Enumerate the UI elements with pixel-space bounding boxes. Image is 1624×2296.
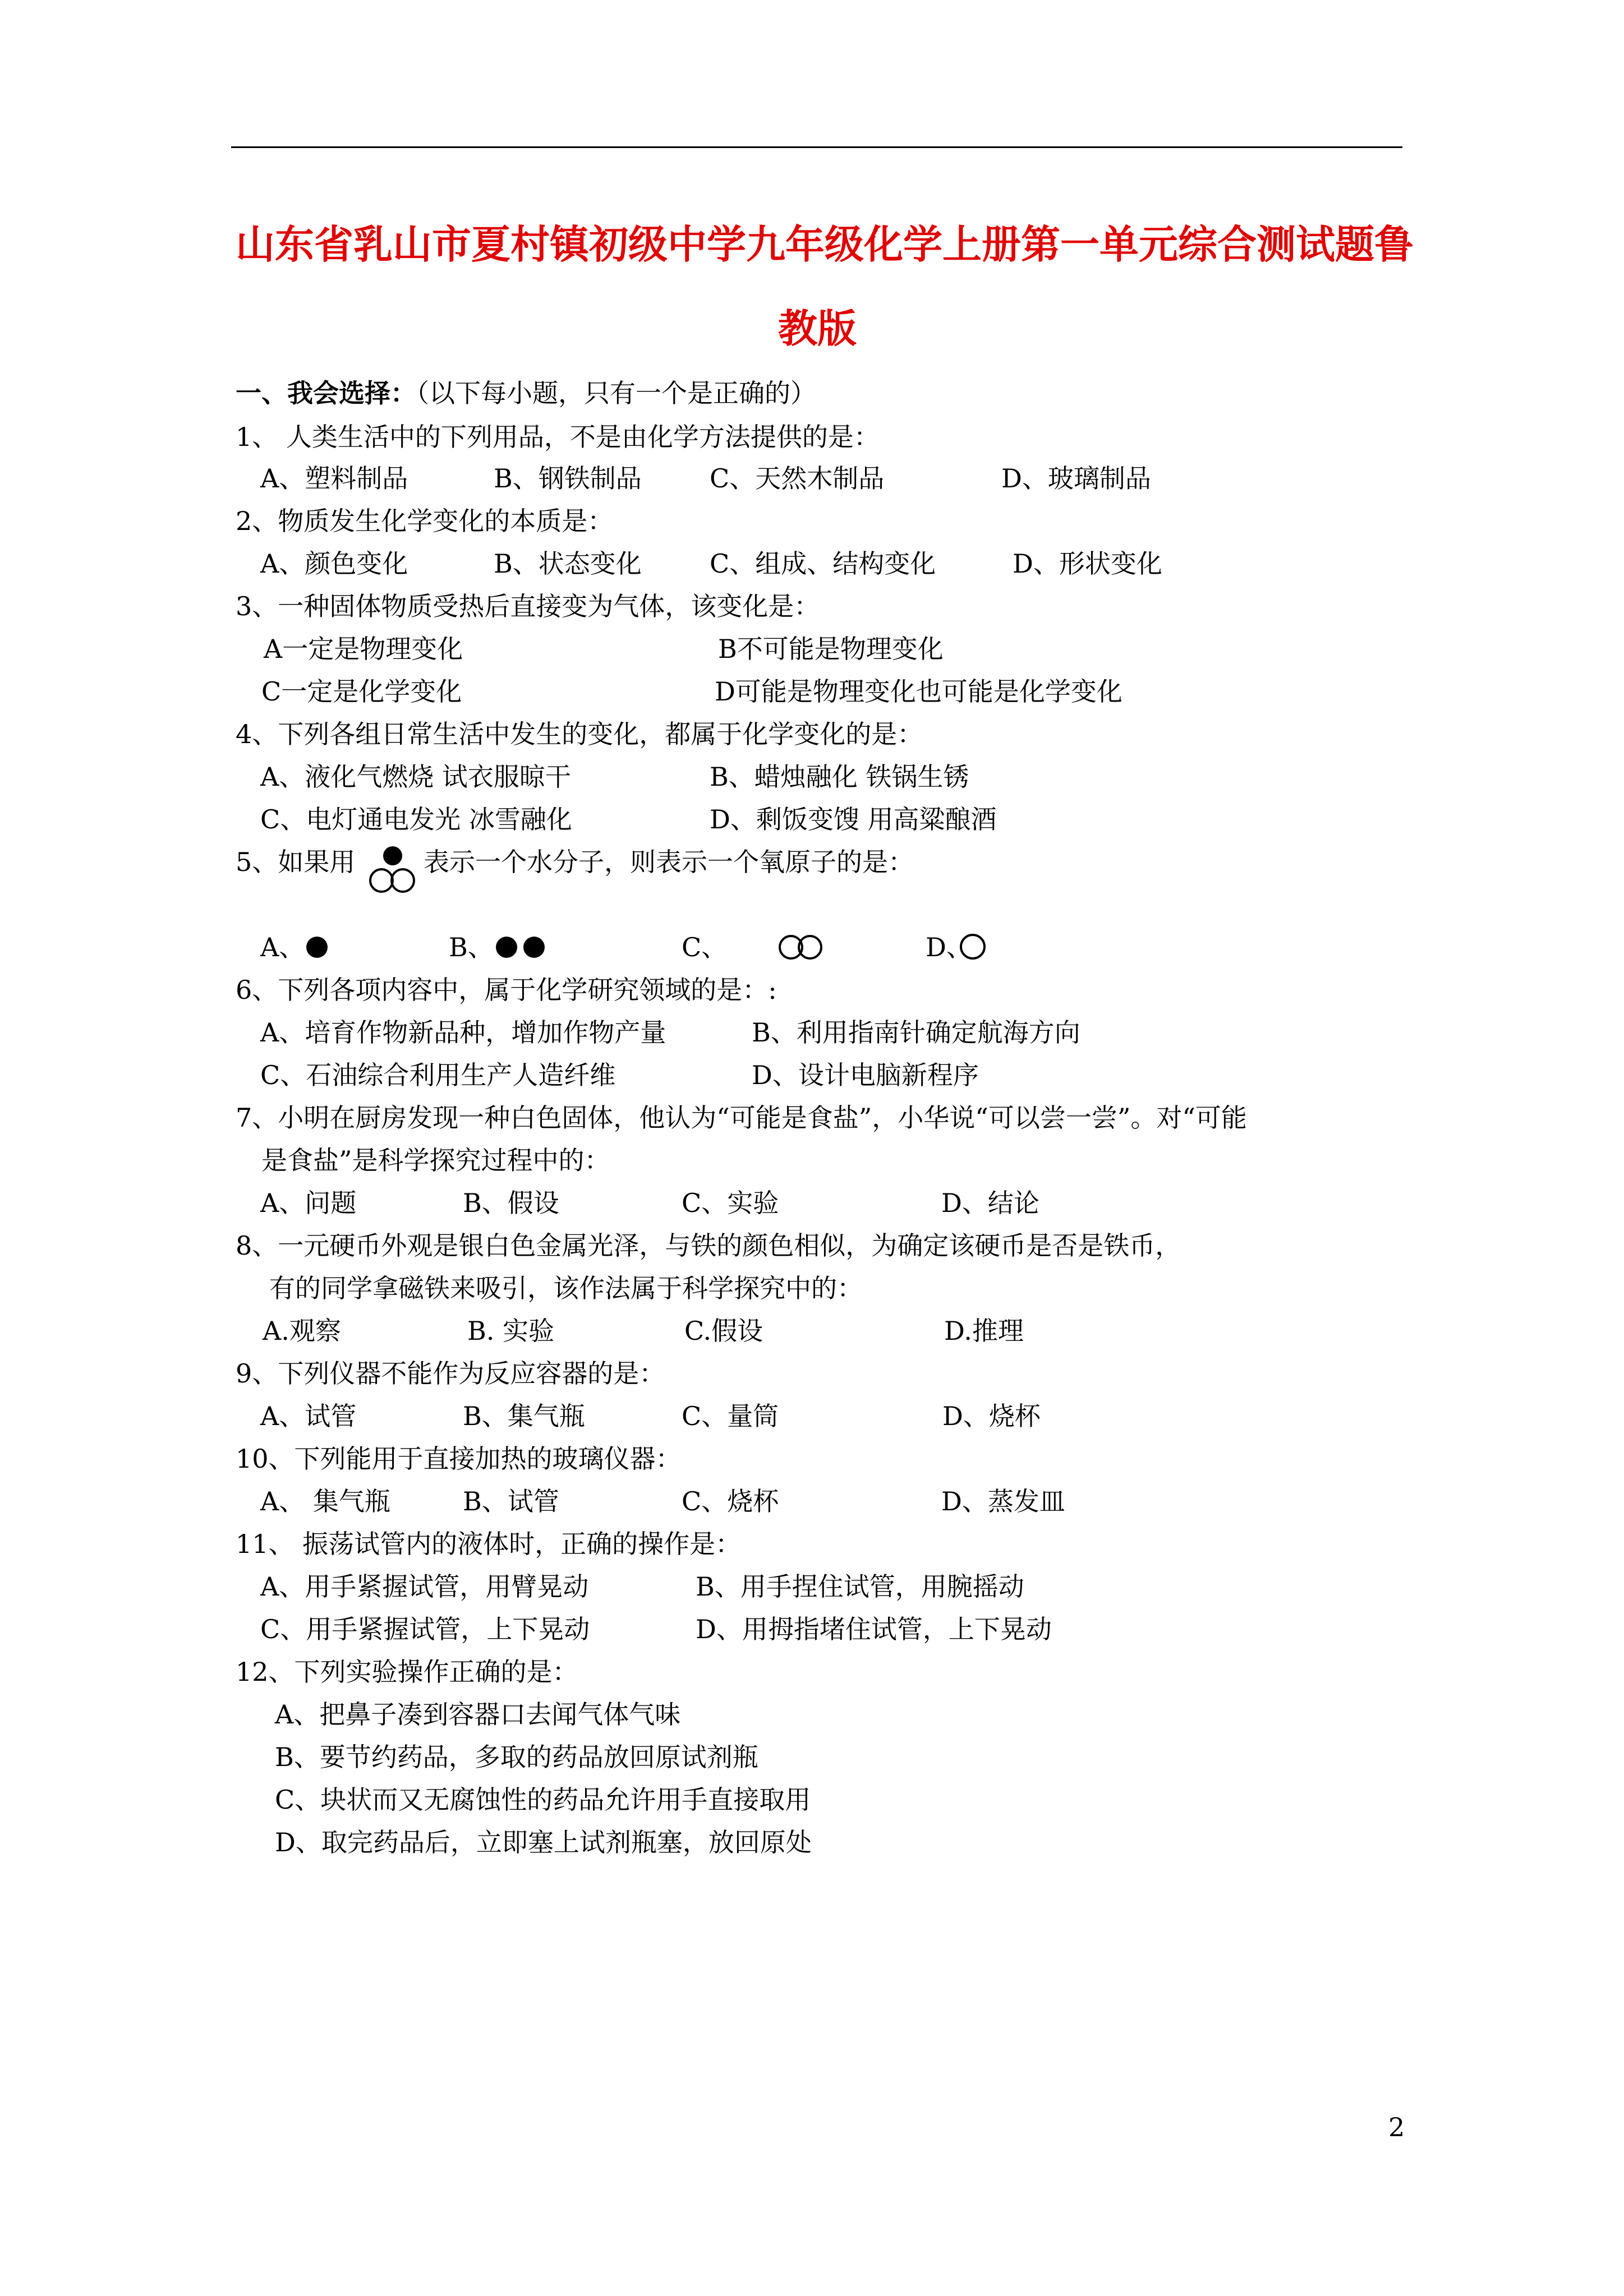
question-2-stem: 2、物质发生化学变化的本质是： (236, 506, 614, 536)
question-5-option-b: B、 (449, 932, 494, 962)
two-white-atoms-icon (773, 932, 829, 963)
question-9-option-c: C、量筒 (682, 1401, 779, 1431)
question-3-option-b: B不可能是物理变化 (718, 634, 944, 664)
question-11-option-b: B、用手捏住试管，用腕摇动 (696, 1571, 1024, 1602)
question-8-option-c: C.假设 (684, 1316, 763, 1346)
question-8-option-b: B. 实验 (467, 1316, 555, 1346)
question-8-option-d: D.推理 (944, 1316, 1024, 1346)
section-heading (236, 380, 816, 406)
question-1-option-c: C、天然木制品 (710, 463, 885, 494)
question-1-option-b: B、钢铁制品 (494, 463, 642, 494)
question-2-option-b: B、状态变化 (494, 548, 642, 579)
question-5-option-a: A、 (260, 932, 305, 962)
question-6-option-c: C、石油综合利用生产人造纤维 (260, 1060, 616, 1090)
question-6-stem: 6、下列各项内容中，属于化学研究领域的是：: (236, 975, 777, 1005)
question-7-stem-line1: 7、小明在厨房发现一种白色固体，他认为“可能是食盐”，小华说“可以尝一尝”。对“可能 (236, 1103, 1247, 1133)
question-1-option-a: A、塑料制品 (260, 463, 408, 494)
question-9-stem: 9、下列仪器不能作为反应容器的是： (236, 1358, 665, 1389)
question-2-option-c: C、组成、结构变化 (710, 548, 936, 579)
question-7-option-d: D、结论 (941, 1188, 1039, 1218)
water-molecule-icon (365, 845, 421, 895)
question-4-stem: 4、下列各组日常生活中发生的变化，都属于化学变化的是： (236, 719, 923, 749)
section-label: 一、我会选择： (236, 378, 416, 408)
question-9-option-d: D、烧杯 (942, 1401, 1041, 1431)
page-number: 2 (1388, 2112, 1405, 2142)
question-11-stem: 11、 振荡试管内的液体时，正确的操作是： (236, 1529, 742, 1559)
question-10-stem: 10、下列能用于直接加热的玻璃仪器： (236, 1444, 682, 1474)
question-11-option-d: D、用拇指堵住试管，上下晃动 (696, 1614, 1052, 1644)
document-title-line1: 山东省乳山市夏村镇初级中学九年级化学上册第一单元综合测试题鲁 (236, 221, 1414, 268)
question-1-option-d: D、玻璃制品 (1001, 463, 1151, 494)
question-12-option-d: D、取完药品后，立即塞上试剂瓶塞，放回原处 (275, 1827, 812, 1857)
question-5-stem-after: 表示一个水分子，则表示一个氧原子的是： (424, 847, 914, 877)
question-10-option-c: C、烧杯 (682, 1486, 779, 1516)
section-note: （以下每小题，只有一个是正确的） (416, 378, 816, 408)
question-6-option-d: D、设计电脑新程序 (752, 1060, 979, 1090)
question-7-option-a: A、问题 (260, 1188, 357, 1218)
question-4-option-d: D、剩饭变馊 用高粱酿酒 (710, 804, 997, 835)
question-10-option-a: A、 集气瓶 (260, 1486, 390, 1516)
question-4-option-c: C、电灯通电发光 冰雪融化 (260, 804, 572, 835)
question-7-stem-line2: 是食盐”是科学探究过程中的： (261, 1145, 610, 1175)
question-11-option-c: C、用手紧握试管，上下晃动 (260, 1614, 590, 1644)
question-12-option-b: B、要节约药品，多取的药品放回原试剂瓶 (275, 1742, 758, 1772)
document-title-line2: 教版 (778, 305, 857, 352)
question-10-option-d: D、蒸发皿 (941, 1486, 1065, 1516)
single-white-atom-icon (957, 931, 988, 962)
question-3-stem: 3、一种固体物质受热后直接变为气体，该变化是： (236, 591, 820, 621)
question-9-option-a: A、试管 (260, 1401, 357, 1431)
question-2-option-a: A、颜色变化 (260, 548, 408, 579)
question-5-option-d: D、 (926, 932, 972, 962)
question-12-option-a: A、把鼻子凑到容器口去闻气体气味 (275, 1699, 681, 1730)
two-black-atoms-icon (491, 933, 550, 961)
question-4-option-a: A、液化气燃烧 试衣服晾干 (260, 762, 571, 792)
question-3-option-d: D可能是物理变化也可能是化学变化 (715, 676, 1122, 707)
question-9-option-b: B、集气瓶 (463, 1401, 585, 1431)
single-black-atom-icon (303, 933, 331, 961)
question-4-option-b: B、蜡烛融化 铁锅生锈 (710, 762, 969, 792)
question-10-option-b: B、试管 (463, 1486, 559, 1516)
question-5-option-c: C、 (682, 932, 728, 962)
question-8-stem-line1: 8、一元硬币外观是银白色金属光泽，与铁的颜色相似，为确定该硬币是否是铁币， (236, 1230, 1181, 1261)
question-12-stem: 12、下列实验操作正确的是： (236, 1657, 578, 1687)
question-3-option-c: C一定是化学变化 (261, 676, 462, 707)
question-7-option-b: B、假设 (463, 1188, 559, 1218)
question-7-option-c: C、实验 (682, 1188, 779, 1218)
header-rule (231, 146, 1402, 148)
question-8-option-a: A.观察 (263, 1316, 341, 1346)
question-3-option-a: A一定是物理变化 (264, 634, 463, 664)
question-6-option-a: A、培育作物新品种，增加作物产量 (260, 1017, 666, 1048)
question-12-option-c: C、块状而又无腐蚀性的药品允许用手直接取用 (275, 1785, 811, 1815)
question-2-option-d: D、形状变化 (1013, 548, 1162, 579)
question-11-option-a: A、用手紧握试管，用臂晃动 (260, 1571, 589, 1602)
question-8-stem-line2: 有的同学拿磁铁来吸引，该作法属于科学探究中的： (269, 1273, 863, 1303)
question-1-stem: 1、 人类生活中的下列用品，不是由化学方法提供的是： (236, 422, 880, 452)
question-6-option-b: B、利用指南针确定航海方向 (752, 1017, 1080, 1048)
question-5-stem-before: 5、如果用 (236, 847, 356, 877)
